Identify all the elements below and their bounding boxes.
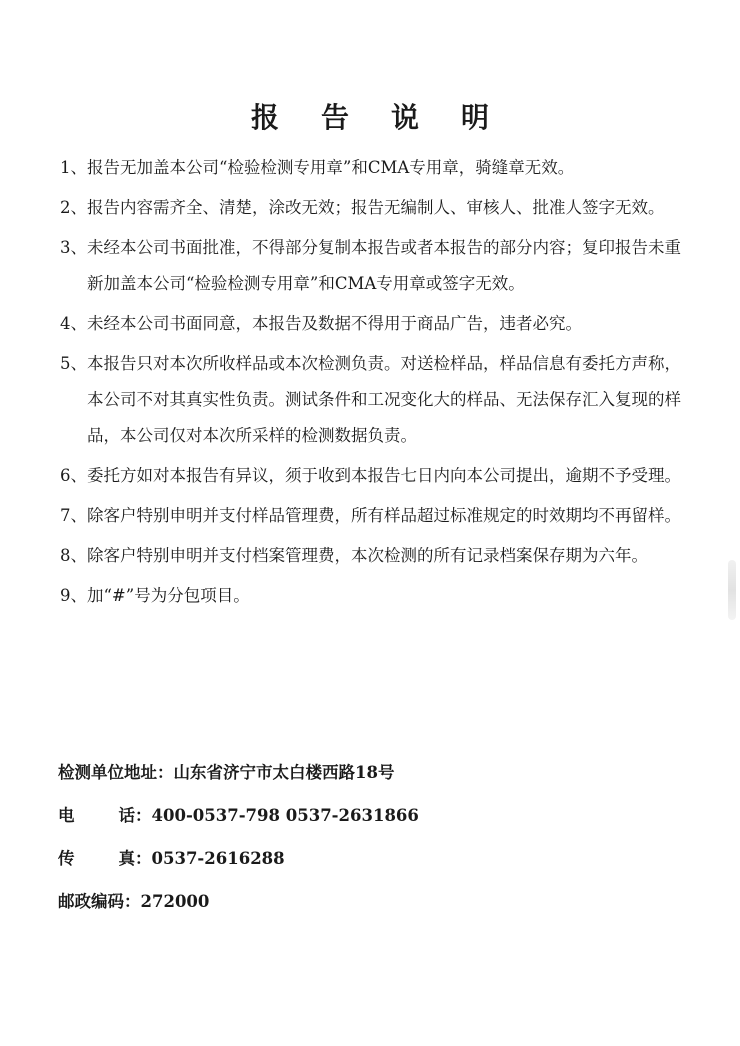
address-line — [58, 757, 698, 789]
note-number: 6、 — [60, 466, 87, 485]
note-text: 未经本公司书面批准，不得部分复制本报告或者本报告的部分内容；复印报告未重新加盖本公司“检验检测专用章”和CMA专用章或签字无效。 — [87, 238, 681, 293]
note-item — [60, 458, 688, 494]
postcode-line — [58, 886, 698, 918]
postcode-label: 邮政编码： — [58, 892, 141, 911]
fax-label-1: 传 — [58, 849, 75, 868]
note-number: 8、 — [60, 546, 87, 565]
note-number: 3、 — [60, 238, 87, 257]
note-item — [60, 190, 688, 226]
contact-info — [58, 757, 698, 929]
note-item — [60, 230, 688, 302]
note-text: 报告内容需齐全、清楚，涂改无效；报告无编制人、审核人、批准人签字无效。 — [87, 198, 665, 217]
note-text: 委托方如对本报告有异议，须于收到本报告七日内向本公司提出，逾期不予受理。 — [87, 466, 681, 485]
note-text: 除客户特别申明并支付样品管理费，所有样品超过标准规定的时效期均不再留样。 — [87, 506, 681, 525]
note-number: 2、 — [60, 198, 87, 217]
note-item — [60, 578, 688, 614]
phone-line — [58, 800, 698, 832]
notes-list — [60, 150, 688, 618]
fax-value: 0537-2616288 — [151, 849, 285, 868]
phone-label-2: 话： — [118, 806, 152, 825]
fax-line — [58, 843, 698, 875]
address-label: 检测单位地址： — [58, 763, 174, 782]
note-text: 本报告只对本次所收样品或本次检测负责。对送检样品，样品信息有委托方声称，本公司不对其真实性负责。测试条件和工况变化大的样品、无法保存汇入复现的样品，本公司仅对本次所采样的检测数据负责。 — [87, 354, 681, 445]
postcode-value: 272000 — [140, 892, 210, 911]
note-item — [60, 150, 688, 186]
note-text: 除客户特别申明并支付档案管理费，本次检测的所有记录档案保存期为六年。 — [87, 546, 648, 565]
note-text: 加“#”号为分包项目。 — [87, 586, 250, 605]
note-number: 5、 — [60, 354, 87, 373]
note-item — [60, 538, 688, 574]
phone-value: 400-0537-798 0537-2631866 — [151, 806, 419, 825]
note-item — [60, 346, 688, 454]
page-title: 报告说明 — [250, 101, 531, 134]
phone-label-1: 电 — [58, 806, 75, 825]
note-number: 9、 — [60, 586, 87, 605]
note-number: 4、 — [60, 314, 87, 333]
note-text: 报告无加盖本公司“检验检测专用章”和CMA专用章，骑缝章无效。 — [87, 158, 575, 177]
note-text: 未经本公司书面同意，本报告及数据不得用于商品广告，违者必究。 — [87, 314, 582, 333]
fax-label-2: 真： — [118, 849, 152, 868]
note-item — [60, 498, 688, 534]
note-number: 1、 — [60, 158, 87, 177]
note-number: 7、 — [60, 506, 87, 525]
seal-edge-mark — [728, 560, 736, 620]
address-value: 山东省济宁市太白楼西路18号 — [173, 763, 395, 782]
note-item — [60, 306, 688, 342]
